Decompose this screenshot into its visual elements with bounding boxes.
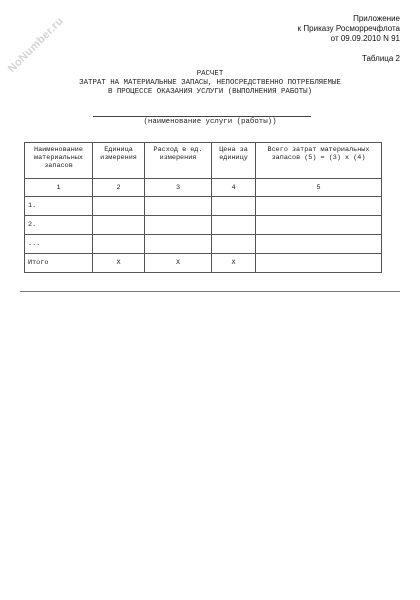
table-cell: X [145, 254, 212, 273]
service-name-caption: (наименование услуги (работы)) [143, 118, 277, 126]
column-number-row [25, 179, 382, 197]
bottom-divider [20, 291, 400, 292]
column-number: 3 [145, 179, 212, 197]
table-cell [212, 235, 256, 254]
column-number: 2 [93, 179, 145, 197]
table-cell [212, 216, 256, 235]
table-cell: ... [25, 235, 93, 254]
table-row [25, 235, 382, 254]
table-total-row [25, 254, 382, 273]
table-cell [145, 216, 212, 235]
table-cell [256, 197, 382, 216]
table-cell: X [93, 254, 145, 273]
table-number: Таблица 2 [361, 54, 400, 63]
header-cell-unit: Единица измерения [93, 143, 145, 179]
table-cell: 1. [25, 197, 93, 216]
total-label-cell: Итого [25, 254, 93, 273]
table-cell: 2. [25, 216, 93, 235]
table-cell [256, 216, 382, 235]
column-number: 5 [256, 179, 382, 197]
table-header-row [25, 143, 382, 179]
document-title [0, 70, 420, 97]
appendix-line-1: Приложение [353, 14, 400, 23]
table-row [25, 216, 382, 235]
appendix-line-3: от 09.09.2010 N 91 [330, 34, 400, 43]
appendix-line-2: к Приказу Росморречфлота [297, 24, 400, 33]
service-name-line [93, 116, 311, 117]
table-cell [256, 254, 382, 273]
table-row [25, 197, 382, 216]
table-cell: X [212, 254, 256, 273]
title-line-1: РАСЧЕТ [196, 70, 224, 78]
title-line-3: В ПРОЦЕССЕ ОКАЗАНИЯ УСЛУГИ (ВЫПОЛНЕНИЯ РАБОТЫ) [107, 88, 312, 96]
header-cell-materials: Наименование материальных запасов [25, 143, 93, 179]
table-cell [145, 197, 212, 216]
materials-cost-table [24, 142, 382, 273]
table-cell [93, 235, 145, 254]
header-cell-total: Всего затрат материальных запасов (5) = (3) x (4) [256, 143, 382, 179]
column-number: 1 [25, 179, 93, 197]
watermark: NoNumber.ru [5, 15, 66, 76]
header-cell-consumption: Расход в ед. измерения [145, 143, 212, 179]
table-cell [93, 216, 145, 235]
appendix-note [298, 14, 400, 44]
title-line-2: ЗАТРАТ НА МАТЕРИАЛЬНЫЕ ЗАПАСЫ, НЕПОСРЕДСТВЕННО ПОТРЕБЛЯЕМЫЕ [79, 79, 341, 87]
table-cell [93, 197, 145, 216]
header-cell-price: Цена за единицу [212, 143, 256, 179]
column-number: 4 [212, 179, 256, 197]
table-cell [256, 235, 382, 254]
table-cell [212, 197, 256, 216]
table-cell [145, 235, 212, 254]
